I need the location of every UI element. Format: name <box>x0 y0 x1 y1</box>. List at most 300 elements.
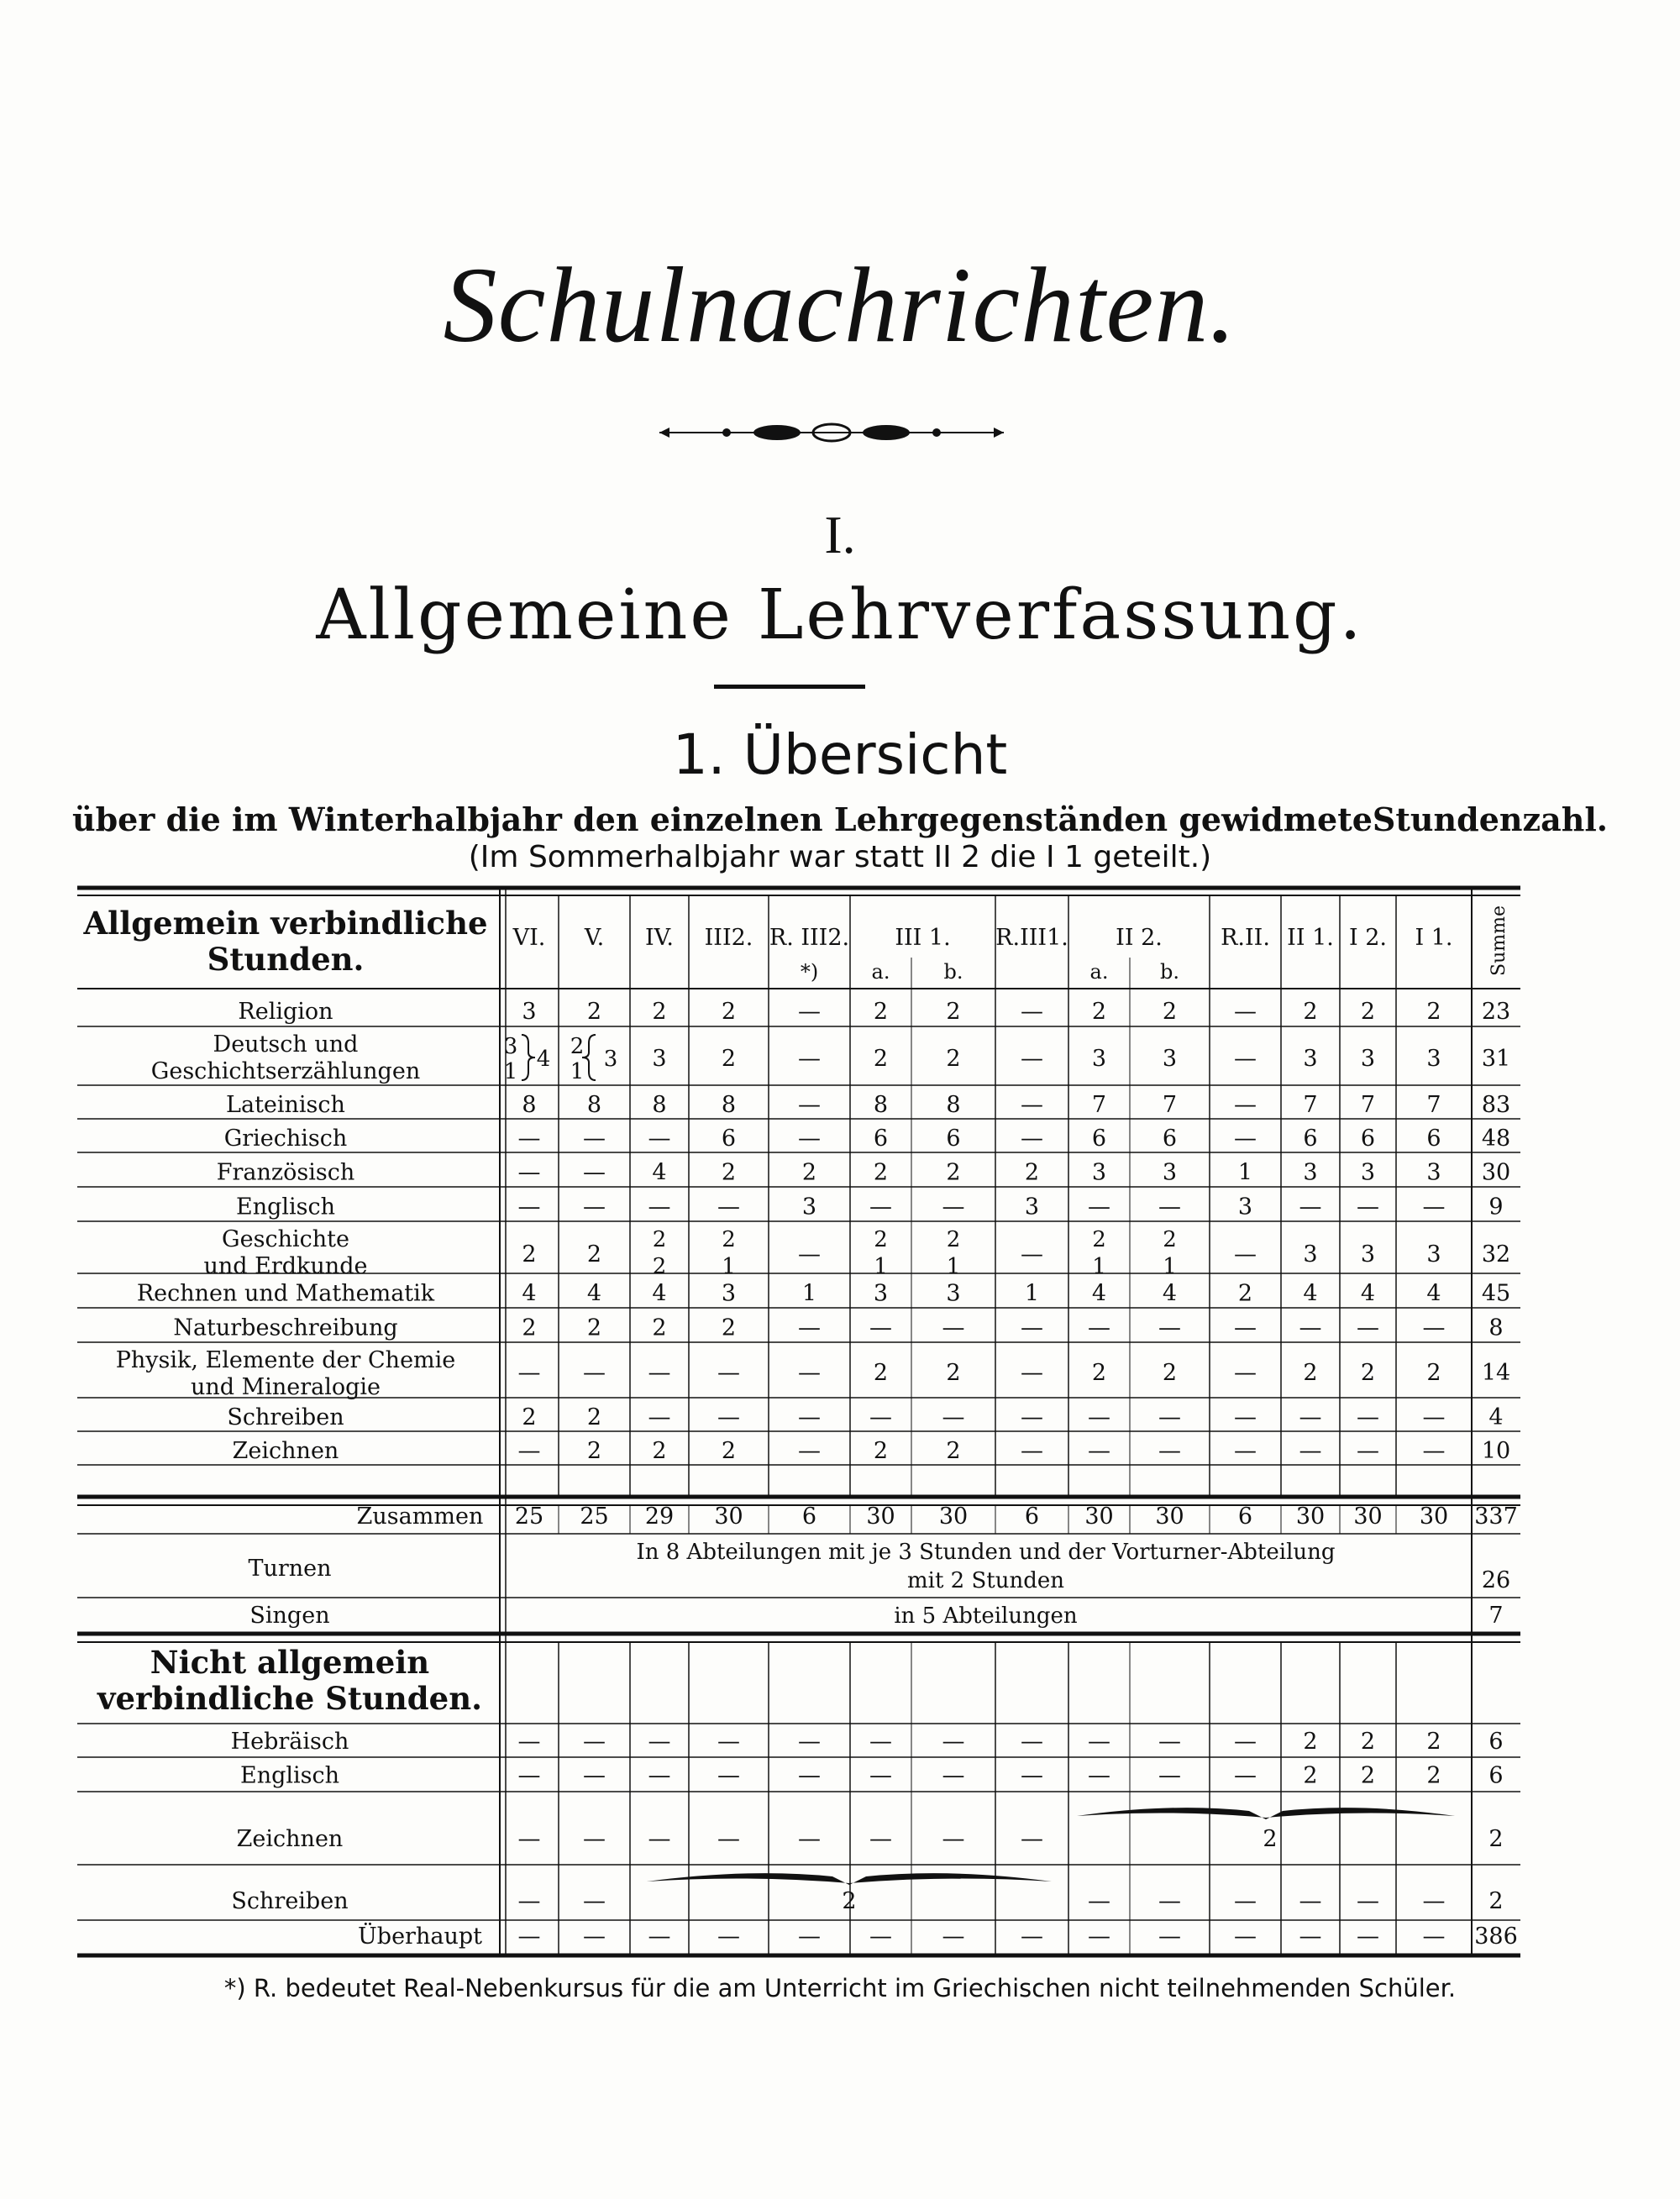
section-header-line2: verbindliche Stunden. <box>97 1680 483 1717</box>
table-cell: 2 <box>721 999 737 1025</box>
table-cell: 2 <box>522 1315 537 1341</box>
total-cell: 30 <box>1295 1504 1326 1530</box>
table-cell: 3 <box>1303 1241 1318 1267</box>
table-cell: — <box>869 1194 892 1220</box>
table-cell: — <box>1422 1438 1446 1464</box>
table-cell: — <box>798 1404 821 1430</box>
table-cell: — <box>1021 1241 1043 1267</box>
table-cell: 2 <box>1162 1360 1178 1386</box>
table-cell: — <box>1158 1762 1181 1789</box>
column-header: IV. <box>644 925 675 951</box>
table-cell: — <box>1021 1826 1043 1852</box>
table-cell: — <box>869 1315 892 1341</box>
table-cell: 8 <box>946 1092 961 1118</box>
table-cell: — <box>1234 1438 1257 1464</box>
table-cell: — <box>1158 1438 1181 1464</box>
table-cell: 2 <box>721 1046 737 1072</box>
table-cell: 3 <box>1091 1159 1107 1186</box>
table-cell: — <box>1021 1360 1043 1386</box>
row-sum: 30 <box>1481 1159 1511 1186</box>
row-sum: 4 <box>1488 1404 1504 1430</box>
table-cell: 3 <box>1360 1241 1376 1267</box>
row-label: Geschichte <box>222 1226 349 1252</box>
table-cell: — <box>798 1438 821 1464</box>
table-cell: 4 <box>652 1280 667 1307</box>
column-subheader: b. <box>943 960 963 984</box>
overall-label: Überhaupt <box>358 1923 482 1950</box>
row-sum: 2 <box>1488 1888 1504 1914</box>
table-cell: — <box>517 1159 541 1186</box>
table-cell: — <box>648 1923 671 1950</box>
table-cell: 2 <box>1162 999 1178 1025</box>
row-sum: 48 <box>1481 1126 1511 1152</box>
total-cell: 30 <box>1155 1504 1184 1530</box>
total-cell: 30 <box>1353 1504 1383 1530</box>
table-cell: 2 <box>586 1438 602 1464</box>
row-sum: 83 <box>1481 1092 1511 1118</box>
table-cell: — <box>1299 1923 1322 1950</box>
total-cell: 30 <box>1084 1504 1114 1530</box>
row-label: Zeichnen <box>232 1438 339 1464</box>
table-cell: 2 <box>721 1159 737 1186</box>
table-cell: — <box>1088 1729 1110 1755</box>
span-value: 2 <box>842 1888 857 1914</box>
table-cell: — <box>517 1360 541 1386</box>
table-cell: 2 <box>652 1438 667 1464</box>
table-cell: — <box>942 1404 965 1430</box>
table-cell: 7 <box>1091 1092 1107 1118</box>
table-cell: — <box>1088 1888 1110 1914</box>
row-sum: 6 <box>1488 1729 1504 1755</box>
table-cell: — <box>1158 1315 1181 1341</box>
table-cell: — <box>583 1923 606 1950</box>
brace-right <box>522 1035 535 1080</box>
table-cell: 2 <box>1024 1159 1040 1186</box>
table-cell: — <box>1357 1194 1379 1220</box>
split-value: 1 <box>722 1254 736 1279</box>
table-cell: 3 <box>1426 1159 1441 1186</box>
table-cell: 3 <box>1426 1046 1441 1072</box>
row-label: Englisch <box>235 1194 336 1220</box>
row-sum: 31 <box>1481 1046 1511 1072</box>
section-heading: Allgemeine Lehrverfassung. <box>316 575 1364 655</box>
table-cell: — <box>1234 999 1257 1025</box>
span-text: mit 2 Stunden <box>906 1568 1065 1593</box>
table-cell: 8 <box>586 1092 602 1118</box>
table-cell: — <box>869 1762 892 1789</box>
total-cell: 30 <box>714 1504 743 1530</box>
table-cell: — <box>798 1315 821 1341</box>
table-cell: 7 <box>1162 1092 1178 1118</box>
split-value: 1 <box>1092 1254 1106 1279</box>
table-cell: — <box>1021 1729 1043 1755</box>
table-cell: 4 <box>1426 1280 1441 1307</box>
split-value: 3 <box>603 1047 618 1072</box>
row-label: Englisch <box>239 1762 340 1789</box>
table-cell: — <box>648 1762 671 1789</box>
split-value: 1 <box>1163 1254 1177 1279</box>
table-cell: — <box>869 1404 892 1430</box>
row-label: Französisch <box>216 1159 355 1186</box>
table-cell: — <box>1088 1404 1110 1430</box>
table-cell: 2 <box>1303 1729 1318 1755</box>
table-cell: — <box>583 1729 606 1755</box>
table-cell: 2 <box>873 1360 889 1386</box>
table-cell: — <box>798 1126 821 1152</box>
table-cell: — <box>1234 1888 1257 1914</box>
table-cell: 6 <box>873 1126 889 1152</box>
table-cell: 3 <box>873 1280 889 1307</box>
table-cell: — <box>717 1194 740 1220</box>
table-cell: 6 <box>1426 1126 1441 1152</box>
table-cell: — <box>1299 1194 1322 1220</box>
row-label: und Mineralogie <box>190 1374 381 1400</box>
split-value: 1 <box>874 1254 888 1279</box>
table-cell: 2 <box>586 1404 602 1430</box>
table-cell: 2 <box>586 999 602 1025</box>
row-label: Schreiben <box>231 1888 349 1914</box>
table-cell: 6 <box>1162 1126 1178 1152</box>
table-cell: 2 <box>1360 1729 1376 1755</box>
table-cell: — <box>1088 1194 1110 1220</box>
table-cell: 1 <box>1024 1280 1040 1307</box>
table-cell: — <box>717 1404 740 1430</box>
table-cell: 2 <box>946 1438 961 1464</box>
table-cell: — <box>798 1923 821 1950</box>
table-cell: 2 <box>873 1438 889 1464</box>
row-label: Griechisch <box>223 1126 348 1152</box>
total-cell: 6 <box>1237 1504 1253 1530</box>
span-text: In 8 Abteilungen mit je 3 Stunden und der Vorturner-Abteilung <box>636 1540 1336 1565</box>
table-cell: — <box>1234 1046 1257 1072</box>
table-cell: 2 <box>1426 1762 1441 1789</box>
column-header: R.III1. <box>995 925 1068 951</box>
table-cell: — <box>1234 1762 1257 1789</box>
table-cell: 8 <box>721 1092 737 1118</box>
table-cell: 6 <box>1091 1126 1107 1152</box>
table-cell: — <box>1158 1888 1181 1914</box>
table-cell: — <box>1088 1762 1110 1789</box>
table-cell: 3 <box>801 1194 817 1220</box>
table-cell: 8 <box>522 1092 537 1118</box>
table-cell: 2 <box>873 1046 889 1072</box>
table-cell: — <box>1234 1360 1257 1386</box>
table-cell: 2 <box>652 999 667 1025</box>
column-header: I 1. <box>1415 925 1453 951</box>
table-cell: 2 <box>1303 1762 1318 1789</box>
split-value: 1 <box>503 1059 518 1084</box>
table-cell: — <box>1299 1404 1322 1430</box>
table-cell: 3 <box>1162 1046 1178 1072</box>
table-cell: — <box>1357 1404 1379 1430</box>
table-cell: 6 <box>721 1126 737 1152</box>
section-header-line1: Allgemein verbindliche <box>83 905 488 942</box>
table-cell: 8 <box>652 1092 667 1118</box>
total-cell: 30 <box>938 1504 969 1530</box>
row-sum: 6 <box>1488 1762 1504 1789</box>
table-cell: 2 <box>1426 1729 1441 1755</box>
table-cell: — <box>1158 1923 1181 1950</box>
table-cell: — <box>869 1729 892 1755</box>
table-cell: 3 <box>1360 1159 1376 1186</box>
table-cell: — <box>583 1888 606 1914</box>
table-cell: 4 <box>652 1159 667 1186</box>
table-cell: — <box>1422 1404 1446 1430</box>
table-cell: — <box>517 1826 541 1852</box>
table-cell: 2 <box>1360 1360 1376 1386</box>
split-value: 2 <box>652 1227 667 1252</box>
table-cell: 6 <box>1360 1126 1376 1152</box>
row-label: Deutsch und <box>213 1031 359 1058</box>
table-cell: — <box>798 999 821 1025</box>
table-cell: 2 <box>721 1438 737 1464</box>
table-cell: 2 <box>1360 999 1376 1025</box>
split-value: 1 <box>946 1254 961 1279</box>
row-sum: 9 <box>1488 1194 1504 1220</box>
row-sum: 26 <box>1481 1567 1511 1593</box>
table-cell: — <box>1158 1194 1181 1220</box>
table-cell: 3 <box>1162 1159 1178 1186</box>
table-cell: 3 <box>1303 1046 1318 1072</box>
table-cell: 2 <box>1426 1360 1441 1386</box>
table-cell: 4 <box>1303 1280 1318 1307</box>
table-cell: — <box>517 1126 541 1152</box>
row-sum: 23 <box>1481 999 1511 1025</box>
row-label: Religion <box>238 999 333 1025</box>
table-cell: 2 <box>1237 1280 1253 1307</box>
span-text: in 5 Abteilungen <box>894 1603 1078 1629</box>
column-header: V. <box>584 925 605 951</box>
split-value: 4 <box>536 1047 551 1072</box>
row-sum: 10 <box>1481 1438 1511 1464</box>
table-cell: 2 <box>946 1046 961 1072</box>
table-cell: — <box>1021 1404 1043 1430</box>
table-cell: 7 <box>1360 1092 1376 1118</box>
table-cell: — <box>1021 1046 1043 1072</box>
table-cell: — <box>942 1315 965 1341</box>
table-cell: — <box>648 1729 671 1755</box>
table-cell: — <box>1299 1438 1322 1464</box>
split-value: 1 <box>570 1059 585 1084</box>
table-cell: 2 <box>1091 999 1107 1025</box>
table-cell: 2 <box>522 1404 537 1430</box>
table-cell: — <box>869 1923 892 1950</box>
total-cell: 25 <box>580 1504 609 1530</box>
table-cell: 2 <box>946 1360 961 1386</box>
table-cell: 3 <box>1303 1159 1318 1186</box>
column-header: I 2. <box>1348 925 1388 951</box>
table-cell: — <box>798 1826 821 1852</box>
table-cell: 3 <box>946 1280 961 1307</box>
totals-label: Zusammen <box>356 1504 484 1530</box>
total-cell: 29 <box>644 1504 675 1530</box>
column-header: VI. <box>512 925 546 951</box>
table-cell: 2 <box>652 1315 667 1341</box>
row-label: Hebräisch <box>230 1729 349 1755</box>
zeichnen-span-brace <box>1077 1808 1455 1819</box>
table-cell: — <box>1021 1315 1043 1341</box>
table-cell: — <box>1088 1315 1110 1341</box>
table-cell: — <box>648 1404 671 1430</box>
table-cell: 2 <box>946 1159 961 1186</box>
subsection-heading: 1. Übersicht <box>672 722 1008 787</box>
table-cell: — <box>517 1923 541 1950</box>
row-label: Lateinisch <box>226 1092 345 1118</box>
table-cell: 2 <box>946 999 961 1025</box>
grand-total: 337 <box>1474 1504 1518 1530</box>
table-cell: — <box>798 1241 821 1267</box>
table-cell: — <box>1021 999 1043 1025</box>
table-cell: — <box>1234 1315 1257 1341</box>
table-cell: — <box>1234 1241 1257 1267</box>
table-cell: 2 <box>801 1159 817 1186</box>
row-sum: 14 <box>1481 1360 1511 1386</box>
table-cell: — <box>1422 1888 1446 1914</box>
table-cell: — <box>717 1360 740 1386</box>
section-header-line1: Nicht allgemein <box>150 1644 430 1681</box>
column-subheader: b. <box>1160 960 1179 984</box>
table-cell: — <box>517 1729 541 1755</box>
table-cell: — <box>1357 1315 1379 1341</box>
row-label: und Erdkunde <box>203 1253 368 1279</box>
table-cell: — <box>798 1046 821 1072</box>
table-cell: — <box>1299 1315 1322 1341</box>
table-cell: 2 <box>1091 1360 1107 1386</box>
column-header: R.II. <box>1221 925 1270 951</box>
split-value: 2 <box>874 1227 888 1252</box>
table-cell: — <box>1021 1438 1043 1464</box>
table-cell: 3 <box>1426 1241 1441 1267</box>
table-cell: — <box>717 1762 740 1789</box>
table-cell: — <box>1088 1438 1110 1464</box>
table-cell: — <box>648 1194 671 1220</box>
total-cell: 30 <box>866 1504 895 1530</box>
table-cell: 3 <box>652 1046 667 1072</box>
column-header: III2. <box>704 925 753 951</box>
row-label: Zeichnen <box>236 1826 344 1852</box>
table-cell: — <box>717 1729 740 1755</box>
section-number: I. <box>824 505 856 564</box>
table-cell: — <box>1234 1404 1257 1430</box>
total-cell: 6 <box>1024 1504 1040 1530</box>
table-cell: — <box>1158 1729 1181 1755</box>
table-cell: — <box>517 1438 541 1464</box>
table-cell: — <box>717 1826 740 1852</box>
table-cell: 2 <box>1360 1762 1376 1789</box>
table-cell: — <box>583 1826 606 1852</box>
split-value: 2 <box>570 1034 585 1059</box>
table-cell: — <box>1234 1923 1257 1950</box>
page-title: Schulnachrichten. <box>443 245 1237 365</box>
table-cell: — <box>648 1360 671 1386</box>
table-cell: 3 <box>1024 1194 1040 1220</box>
table-cell: — <box>942 1762 965 1789</box>
table-cell: — <box>1299 1888 1322 1914</box>
column-subheader: a. <box>1089 960 1109 984</box>
column-subheader: a. <box>871 960 890 984</box>
column-header: II 2. <box>1116 925 1163 951</box>
table-cell: — <box>1422 1194 1446 1220</box>
table-cell: 3 <box>522 999 537 1025</box>
table-cell: 2 <box>1303 1360 1318 1386</box>
table-cell: 4 <box>522 1280 537 1307</box>
table-cell: — <box>1234 1126 1257 1152</box>
table-cell: — <box>1357 1888 1379 1914</box>
table-cell: — <box>583 1360 606 1386</box>
table-cell: 2 <box>873 999 889 1025</box>
table-cell: 1 <box>801 1280 817 1307</box>
table-cell: — <box>798 1729 821 1755</box>
table-cell: — <box>517 1194 541 1220</box>
split-value: 2 <box>652 1254 667 1279</box>
table-cell: 3 <box>1360 1046 1376 1072</box>
table-cell: 2 <box>522 1241 537 1267</box>
table-cell: 2 <box>1303 999 1318 1025</box>
split-value: 2 <box>946 1227 961 1252</box>
table-cell: — <box>648 1826 671 1852</box>
span-value: 2 <box>1263 1826 1278 1852</box>
table-cell: 2 <box>1426 999 1441 1025</box>
row-label: Rechnen und Mathematik <box>136 1280 435 1307</box>
table-cell: 6 <box>1303 1126 1318 1152</box>
table-cell: 2 <box>873 1159 889 1186</box>
table-cell: 7 <box>1426 1092 1441 1118</box>
row-sum: 45 <box>1481 1280 1511 1307</box>
row-label: Turnen <box>248 1556 332 1582</box>
schreiben-span-brace <box>647 1873 1052 1885</box>
brace-left <box>582 1035 596 1080</box>
table-cell: — <box>798 1762 821 1789</box>
footnote: *) R. bedeutet Real-Nebenkursus für die am Unterricht im Griechischen nicht teilnehmenden Schüler. <box>223 1974 1457 2002</box>
table-cell: 1 <box>1237 1159 1253 1186</box>
table-cell: — <box>1088 1923 1110 1950</box>
column-header: III 1. <box>895 925 951 951</box>
table-cell: — <box>583 1762 606 1789</box>
table-cell: 3 <box>1091 1046 1107 1072</box>
table-cell: — <box>517 1762 541 1789</box>
table-cell: — <box>583 1194 606 1220</box>
total-cell: 25 <box>514 1504 544 1530</box>
row-label: Naturbeschreibung <box>173 1315 398 1341</box>
column-header: R. III2. <box>769 925 850 951</box>
table-description: über die im Winterhalbjahr den einzelnen Lehrgegenständen gewidmeteStundenzahl. <box>71 800 1609 838</box>
table-cell: 2 <box>721 1315 737 1341</box>
table-cell: 6 <box>946 1126 961 1152</box>
table-cell: 4 <box>1162 1280 1178 1307</box>
table-cell: — <box>1158 1404 1181 1430</box>
table-cell: 7 <box>1303 1092 1318 1118</box>
row-label: Physik, Elemente der Chemie <box>115 1347 456 1373</box>
split-value: 3 <box>503 1034 518 1059</box>
table-cell: — <box>1422 1923 1446 1950</box>
table-cell: — <box>583 1159 606 1186</box>
table-cell: — <box>869 1826 892 1852</box>
table-cell: 2 <box>586 1315 602 1341</box>
table-cell: — <box>1422 1315 1446 1341</box>
table-cell: 4 <box>1360 1280 1376 1307</box>
table-cell: — <box>798 1360 821 1386</box>
table-cell: 4 <box>586 1280 602 1307</box>
split-value: 2 <box>722 1227 736 1252</box>
table-cell: — <box>942 1194 965 1220</box>
table-cell: — <box>942 1923 965 1950</box>
table-cell: — <box>1021 1762 1043 1789</box>
table-cell: 8 <box>873 1092 889 1118</box>
total-cell: 6 <box>801 1504 817 1530</box>
overall-total: 386 <box>1474 1923 1518 1950</box>
row-sum: 7 <box>1488 1603 1504 1629</box>
row-label: Singen <box>249 1603 330 1629</box>
